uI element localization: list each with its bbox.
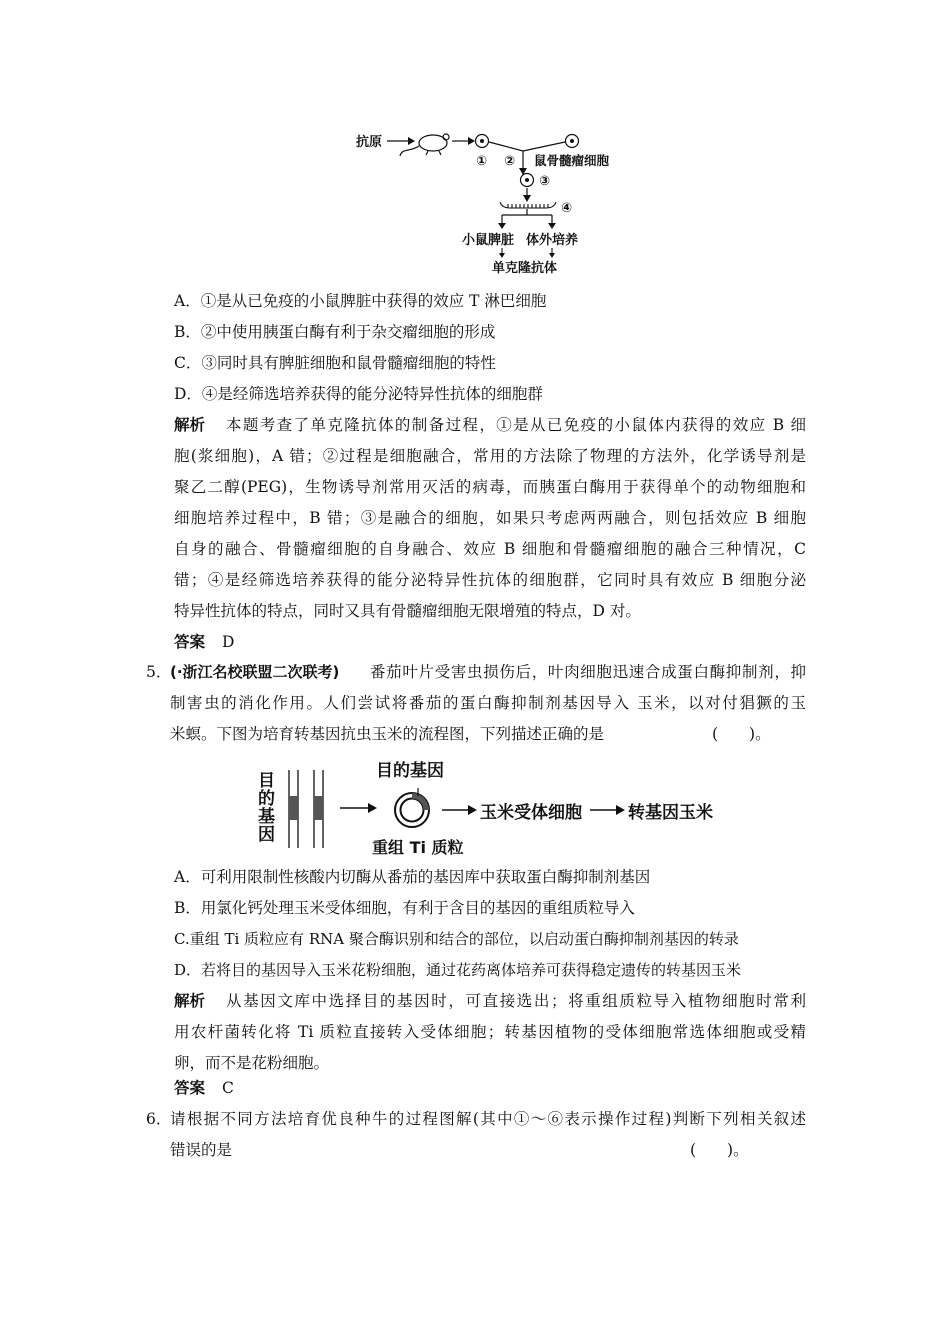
antigen-label: 抗原 (356, 135, 383, 150)
myeloma-label: 鼠骨髓瘤细胞 (534, 153, 610, 168)
q5-option-b: B．用氯化钙处理玉米受体细胞，有利于含目的基因的重组质粒导入 (174, 899, 635, 917)
q4-analysis-line-2: 胞(浆细胞)，A 错；②过程是细胞融合，常用的方法除了物理的方法外，化学诱导剂是 (174, 447, 806, 465)
q5-analysis-line-3: 卵，而不是花粉细胞。 (174, 1054, 330, 1072)
q5-analysis-line-1: 从基因文库中选择目的基因时，可直接选出；将重组质粒导入植物细胞时常利 (226, 992, 806, 1010)
mouse-icon (400, 134, 449, 156)
step-4-label: ④ (561, 201, 573, 216)
q4-analysis-line-6: 错；④是经筛选培养获得的能分泌特异性抗体的细胞群，它同时具有效应 B 细胞分泌 (174, 571, 806, 589)
q5-answer-blank: ( )。 (712, 725, 771, 743)
monoclonal-antibody-figure (340, 122, 630, 280)
q4-option-b: B．②中使用胰蛋白酶有利于杂交瘤细胞的形成 (174, 323, 496, 341)
q4-analysis-line-4: 细胞培养过程中，B 错；③是融合的细胞，如果只考虑两两融合，则包括效应 B 细胞 (174, 509, 806, 527)
q5-answer-value: C (222, 1079, 234, 1097)
transgenic-corn-figure (250, 752, 730, 858)
q4-answer-label: 答案 (174, 633, 206, 651)
q5-source: (·浙江名校联盟二次联考) (170, 663, 340, 681)
step-1-label: ① (476, 154, 488, 169)
q5-analysis-line-2: 用农杆菌转化将 Ti 质粒直接转入受体细胞；转基因植物的受体细胞常选体细胞或受精 (174, 1023, 806, 1041)
arrow-icon (590, 804, 626, 816)
q6-number: 6． (146, 1110, 172, 1128)
gene-vertical-label: 目 的 基 因 (258, 771, 275, 845)
plasmid-icon (390, 788, 434, 832)
q4-option-c: C．③同时具有脾脏细胞和鼠骨髓瘤细胞的特性 (174, 354, 496, 372)
q6-stem-line-2: 错误的是 (170, 1141, 233, 1159)
q5-stem-line-1: 番茄叶片受害虫损伤后，叶肉细胞迅速合成蛋白酶抑制剂，抑 (370, 663, 806, 681)
q4-analysis-line-7: 特异性抗体的特点，同时又具有骨髓瘤细胞无限增殖的特点，D 对。 (174, 602, 641, 620)
mab-label: 单克隆抗体 (492, 261, 558, 276)
q6-stem-line-1: 请根据不同方法培育优良种牛的过程图解(其中①～⑥表示操作过程)判断下列相关叙述 (170, 1110, 806, 1128)
arrow-icon (340, 802, 378, 814)
q5-stem-line-2: 制害虫的消化作用。人们尝试将番茄的蛋白酶抑制剂基因导入 玉米，以对付猖獗的玉 (170, 694, 806, 712)
culture-label: 体外培养 (526, 233, 579, 248)
q4-analysis-line-3: 聚乙二醇(PEG)，生物诱导剂常用灭活的病毒，而胰蛋白酶用于获得单个的动物细胞和 (174, 478, 806, 496)
target-gene-top-label: 目的基因 (376, 761, 444, 781)
spleen-cell-icon (476, 135, 489, 148)
q5-analysis-label: 解析 (174, 992, 206, 1010)
q4-analysis-line-5: 自身的融合、骨髓瘤细胞的自身融合、效应 B 细胞和骨髓瘤细胞的融合三种情况，C (174, 540, 806, 558)
q4-option-a: A．①是从已免疫的小鼠脾脏中获得的效应 T 淋巴细胞 (174, 292, 547, 310)
q4-analysis-line-1: 本题考查了单克隆抗体的制备过程，①是从已免疫的小鼠体内获得的效应 B 细 (226, 416, 806, 434)
transgenic-corn-label: 转基因玉米 (628, 803, 713, 823)
dna-strands-icon (284, 770, 332, 848)
arrow-icon (442, 804, 478, 816)
spleen-label: 小鼠脾脏 (462, 233, 515, 248)
q4-analysis-label: 解析 (174, 416, 206, 434)
q4-answer-value: D (222, 633, 235, 651)
corn-recipient-cell-label: 玉米受体细胞 (480, 803, 582, 823)
q5-option-a: A．可利用限制性核酸内切酶从番茄的基因库中获取蛋白酶抑制剂基因 (174, 868, 651, 886)
q5-number: 5． (146, 663, 172, 681)
culture-plate-icon (500, 202, 556, 208)
q4-option-d: D．④是经筛选培养获得的能分泌特异性抗体的细胞群 (174, 385, 543, 403)
q6-answer-blank: ( )。 (690, 1141, 749, 1159)
q5-stem-line-3: 米螟。下图为培育转基因抗虫玉米的流程图，下列描述正确的是 (170, 725, 605, 743)
q5-answer-label: 答案 (174, 1079, 206, 1097)
recombinant-plasmid-label: 重组 Ti 质粒 (372, 838, 464, 857)
step-3-label: ③ (539, 174, 551, 189)
hybridoma-cell-icon (521, 174, 534, 187)
q5-option-d: D．若将目的基因导入玉米花粉细胞，通过花药离体培养可获得稳定遗传的转基因玉米 (174, 961, 742, 979)
myeloma-cell-icon (566, 135, 579, 148)
q5-option-c: C.重组 Ti 质粒应有 RNA 聚合酶识别和结合的部位，以启动蛋白酶抑制剂基因的转录 (174, 930, 739, 948)
step-2-label: ② (504, 154, 516, 169)
